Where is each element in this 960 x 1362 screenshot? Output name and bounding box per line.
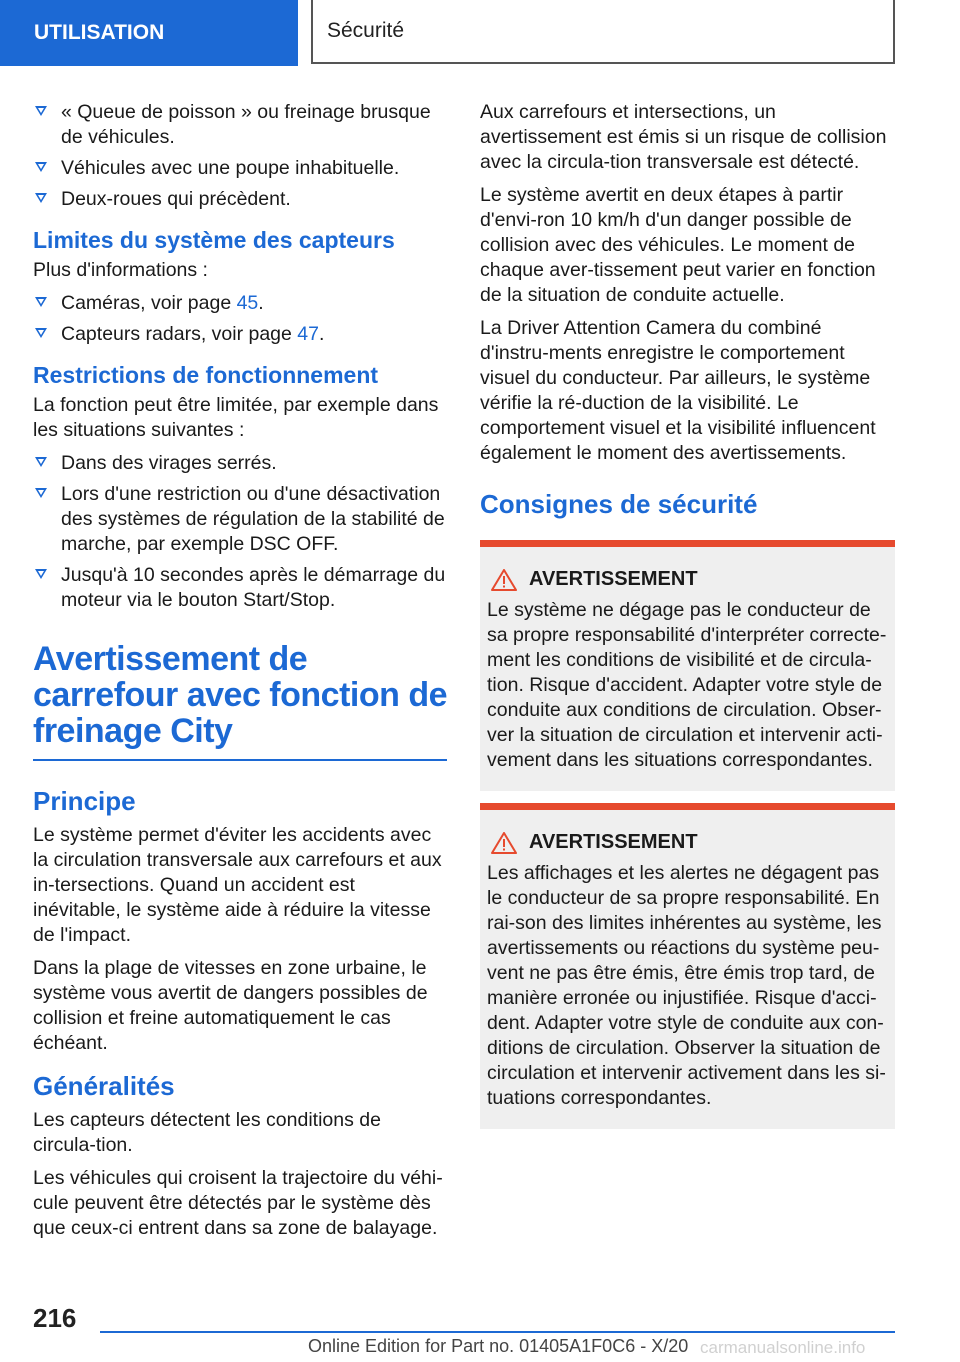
list-item: Véhicules avec une poupe inhabituelle.: [33, 156, 447, 181]
list-item: Capteurs radars, voir page 47.: [33, 322, 447, 347]
sensor-limits-heading: Limites du système des capteurs: [33, 227, 395, 253]
page-header: [0, 0, 960, 66]
list-item: Jusqu'à 10 secondes après le démarrage du moteur via le bouton Start/Stop.: [33, 563, 447, 613]
principle-paragraph-1: Le système permet d'éviter les accidents avec la circulation transversale aux carrefours et aux in-tersections. Quand un accident est inévitable, le système aide à réduire la vitesse de l'impact.: [33, 824, 442, 946]
warning-triangle-icon: [491, 832, 517, 854]
safety-heading: Consignes de sécurité: [480, 489, 758, 519]
triangle-bullet-icon: [35, 162, 47, 172]
triangle-bullet-icon: [35, 457, 47, 467]
list-item: Lors d'une restriction ou d'une désactivation des systèmes de régulation de la stabilité de marche, par exemple DSC OFF.: [33, 482, 447, 557]
page-link-radar[interactable]: 47: [297, 323, 319, 345]
sensor-limits-list: [33, 291, 447, 347]
footer-divider: [100, 1331, 895, 1333]
bullet-list-top: [33, 100, 447, 212]
triangle-bullet-icon: [35, 328, 47, 338]
intro-paragraph-1: Aux carrefours et intersections, un avertissement est émis si un risque de collision avec la circula-tion transversale est détecté.: [480, 101, 887, 173]
page-number: 216: [33, 1303, 77, 1333]
warning-title: AVERTISSEMENT: [487, 567, 887, 592]
main-title: Avertissement de carrefour avec fonction de freinage City: [33, 641, 447, 761]
principle-paragraph-2: Dans la plage de vitesses en zone urbaine, le système vous avertit de dangers possibles de collision et freine automatiquement le cas échéant.: [33, 957, 428, 1054]
warning-box-1: [480, 540, 895, 791]
warning-text: Le système ne dégage pas le conducteur de sa propre responsabilité d'interpréter correcte-ment les conditions de visibilité et de circula-tion. Risque d'accident. Adapter votre style de conduite aux conditions de circulation. Obser-ver la situation de circulation et intervenir acti-vement dans les situations correspondantes.: [487, 599, 887, 771]
list-item: Dans des virages serrés.: [33, 451, 447, 476]
edition-footer: Online Edition for Part no. 01405A1F0C6 - X/20: [308, 1336, 689, 1356]
warning-box-2: [480, 803, 895, 1129]
triangle-bullet-icon: [35, 106, 47, 116]
general-paragraph-1: Les capteurs détectent les conditions de circula-tion.: [33, 1109, 381, 1156]
warning-text: Les affichages et les alertes ne dégagent pas le conducteur de sa propre responsabilité. En rai-son des limites inhérentes au système, les avertissements ou réactions du système peu-vent ne pas être émis, être émis trop tard, de manière erronée ou injustifiée. Risque d'acci-dent. Adapter votre style de conduite aux con-ditions de circulation. Observer la situation de circulation et intervenir activement dans les si-tuations correspondantes.: [487, 862, 886, 1109]
list-item: « Queue de poisson » ou freinage brusque de véhicules.: [33, 100, 447, 150]
warning-title: AVERTISSEMENT: [487, 830, 887, 855]
warning-triangle-icon: [491, 569, 517, 591]
triangle-bullet-icon: [35, 193, 47, 203]
section-tab[interactable]: UTILISATION: [0, 0, 298, 66]
triangle-bullet-icon: [35, 569, 47, 579]
sensor-limits-intro: Plus d'informations :: [33, 259, 208, 281]
restrictions-intro: La fonction peut être limitée, par exemple dans les situations suivantes :: [33, 394, 439, 441]
general-paragraph-2: Les véhicules qui croisent la trajectoire du véhi-cule peuvent être détectés par le système dès que ceux-ci entrent dans sa zone de balayage.: [33, 1167, 443, 1239]
restrictions-heading: Restrictions de fonctionnement: [33, 362, 379, 388]
right-column: [480, 100, 895, 1129]
principle-heading: Principe: [33, 786, 136, 816]
triangle-bullet-icon: [35, 297, 47, 307]
left-column: [33, 100, 447, 1249]
restrictions-list: [33, 451, 447, 613]
intro-paragraph-3: La Driver Attention Camera du combiné d'instru-ments enregistre le comportement visuel du conducteur. Par ailleurs, le système vérifie la ré-duction de la visibilité. Le comportement visuel et la visibilité influencent également le moment des avertissements.: [480, 317, 876, 464]
triangle-bullet-icon: [35, 488, 47, 498]
list-item: Deux-roues qui précèdent.: [33, 187, 447, 212]
page-link-cameras[interactable]: 45: [236, 292, 259, 314]
general-heading: Généralités: [33, 1071, 175, 1101]
chapter-tab[interactable]: Sécurité: [311, 0, 895, 64]
intro-paragraph-2: Le système avertit en deux étapes à partir d'envi-ron 10 km/h d'un danger possible de collision avec des véhicules. Le moment de chaque aver-tissement peut varier en fonction de la situation de conduite actuelle.: [480, 184, 876, 306]
watermark: carmanualsonline.info: [700, 1338, 866, 1357]
list-item: Caméras, voir page 45.: [33, 291, 447, 316]
